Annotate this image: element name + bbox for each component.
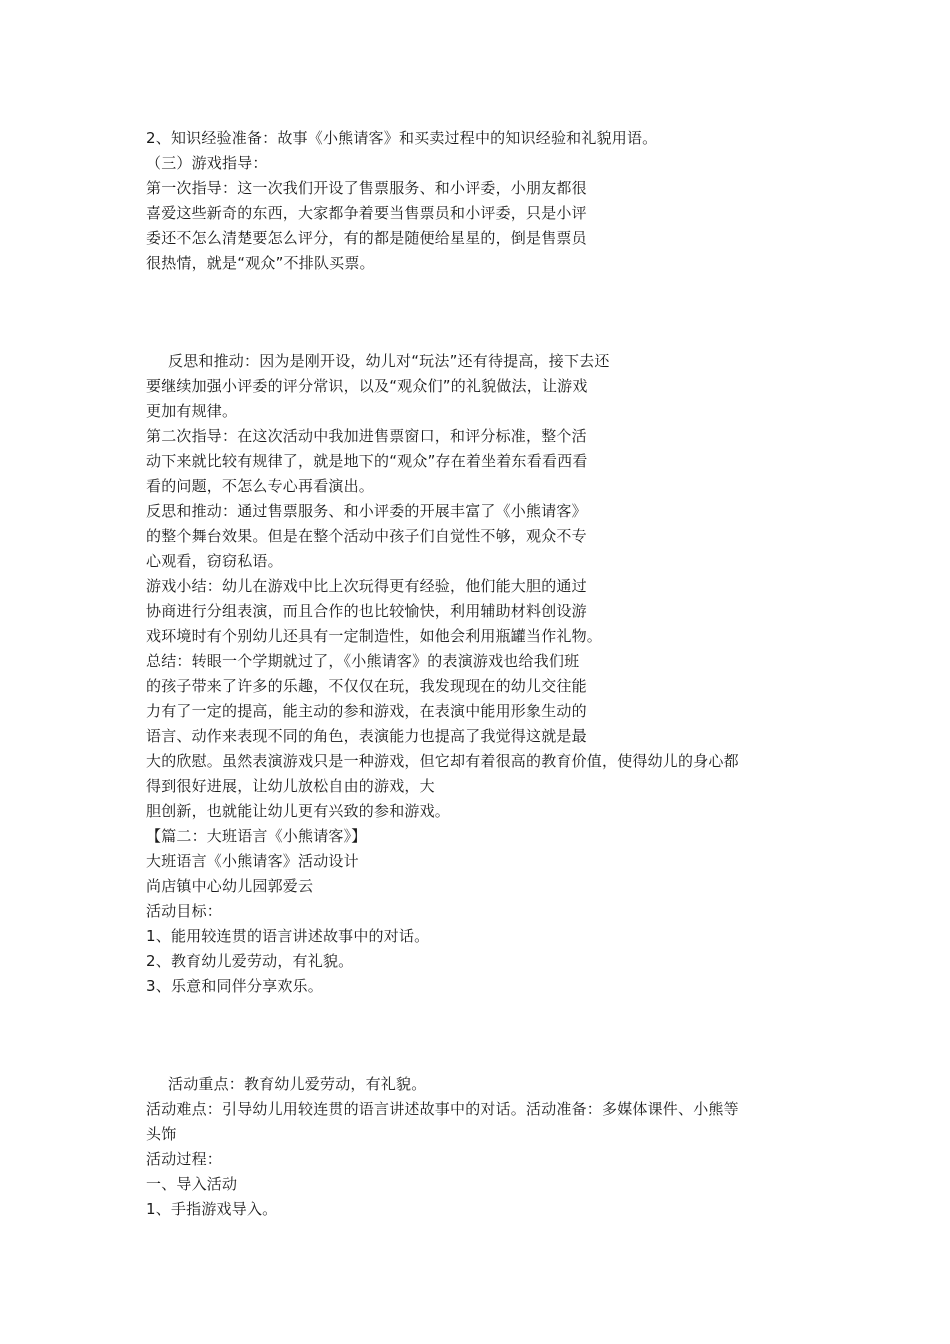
- text-line: 反思和推动：通过售票服务、和小评委的开展丰富了《小熊请客》: [146, 502, 587, 520]
- text-line: 要继续加强小评委的评分常识，以及“观众们”的礼貌做法，让游戏: [146, 377, 588, 395]
- text-line: 委还不怎么清楚要怎么评分，有的都是随便给星星的，倒是售票员: [146, 229, 587, 247]
- text-line: 看的问题，不怎么专心再看演出。: [146, 477, 375, 495]
- text-line: 活动重点：教育幼儿爱劳动，有礼貌。: [168, 1075, 427, 1093]
- list-item: 2、教育幼儿爱劳动，有礼貌。: [146, 952, 354, 970]
- text-line: 喜爱这些新奇的东西，大家都争着要当售票员和小评委，只是小评: [146, 204, 587, 222]
- text-line: 总结：转眼一个学期就过了，《小熊请客》的表演游戏也给我们班: [146, 652, 580, 670]
- text-line: 的整个舞台效果。但是在整个活动中孩子们自觉性不够，观众不专: [146, 527, 587, 545]
- list-item: 1、手指游戏导入。: [146, 1200, 278, 1218]
- text-line: 活动目标：: [146, 902, 223, 920]
- text-line: 得到很好进展，让幼儿放松自由的游戏，大: [146, 777, 435, 795]
- section-title: 【篇二：大班语言《小熊请客》】: [146, 827, 367, 845]
- text-line: 头饰: [146, 1125, 177, 1143]
- text-line: 胆创新，也就能让幼儿更有兴致的参和游戏。: [146, 802, 451, 820]
- text-line: 尚店镇中心幼儿园郭爱云: [146, 877, 314, 895]
- text-line: 动下来就比较有规律了，就是地下的“观众”存在着坐着东看看西看: [146, 452, 588, 470]
- text-line: 戏环境时有个别幼儿还具有一定制造性，如他会利用瓶罐当作礼物。: [146, 627, 603, 645]
- text-line: 协商进行分组表演，而且合作的也比较愉快，利用辅助材料创设游: [146, 602, 587, 620]
- text-line: 更加有规律。: [146, 402, 238, 420]
- text-line: 2、知识经验准备：故事《小熊请客》和买卖过程中的知识经验和礼貌用语。: [146, 129, 658, 147]
- text-line: 力有了一定的提高，能主动的参和游戏，在表演中能用形象生动的: [146, 702, 587, 720]
- list-item: 3、乐意和同伴分享欢乐。: [146, 977, 323, 995]
- text-line: 语言、动作来表现不同的角色，表演能力也提高了我觉得这就是最: [146, 727, 587, 745]
- text-line: 大的欣慰。虽然表演游戏只是一种游戏，但它却有着很高的教育价值，使得幼儿的身心都: [146, 752, 739, 770]
- text-line: 第一次指导：这一次我们开设了售票服务、和小评委，小朋友都很: [146, 179, 587, 197]
- text-line: 一、导入活动: [146, 1175, 238, 1193]
- text-line: 游戏小结：幼儿在游戏中比上次玩得更有经验，他们能大胆的通过: [146, 577, 587, 595]
- section-heading: （三）游戏指导：: [146, 154, 268, 172]
- text-line: 心观看，窃窃私语。: [146, 552, 283, 570]
- text-line: 反思和推动：因为是刚开设，幼儿对“玩法”还有待提高，接下去还: [168, 352, 610, 370]
- text-line: 很热情，就是“观众”不排队买票。: [146, 254, 375, 272]
- text-line: 的孩子带来了许多的乐趣，不仅仅在玩，我发现现在的幼儿交往能: [146, 677, 587, 695]
- text-line: 第二次指导：在这次活动中我加进售票窗口，和评分标准，整个活: [146, 427, 587, 445]
- text-line: 活动过程：: [146, 1150, 223, 1168]
- text-line: 大班语言《小熊请客》活动设计: [146, 852, 359, 870]
- text-line: 活动难点：引导幼儿用较连贯的语言讲述故事中的对话。活动准备：多媒体课件、小熊等: [146, 1100, 739, 1118]
- list-item: 1、能用较连贯的语言讲述故事中的对话。: [146, 927, 430, 945]
